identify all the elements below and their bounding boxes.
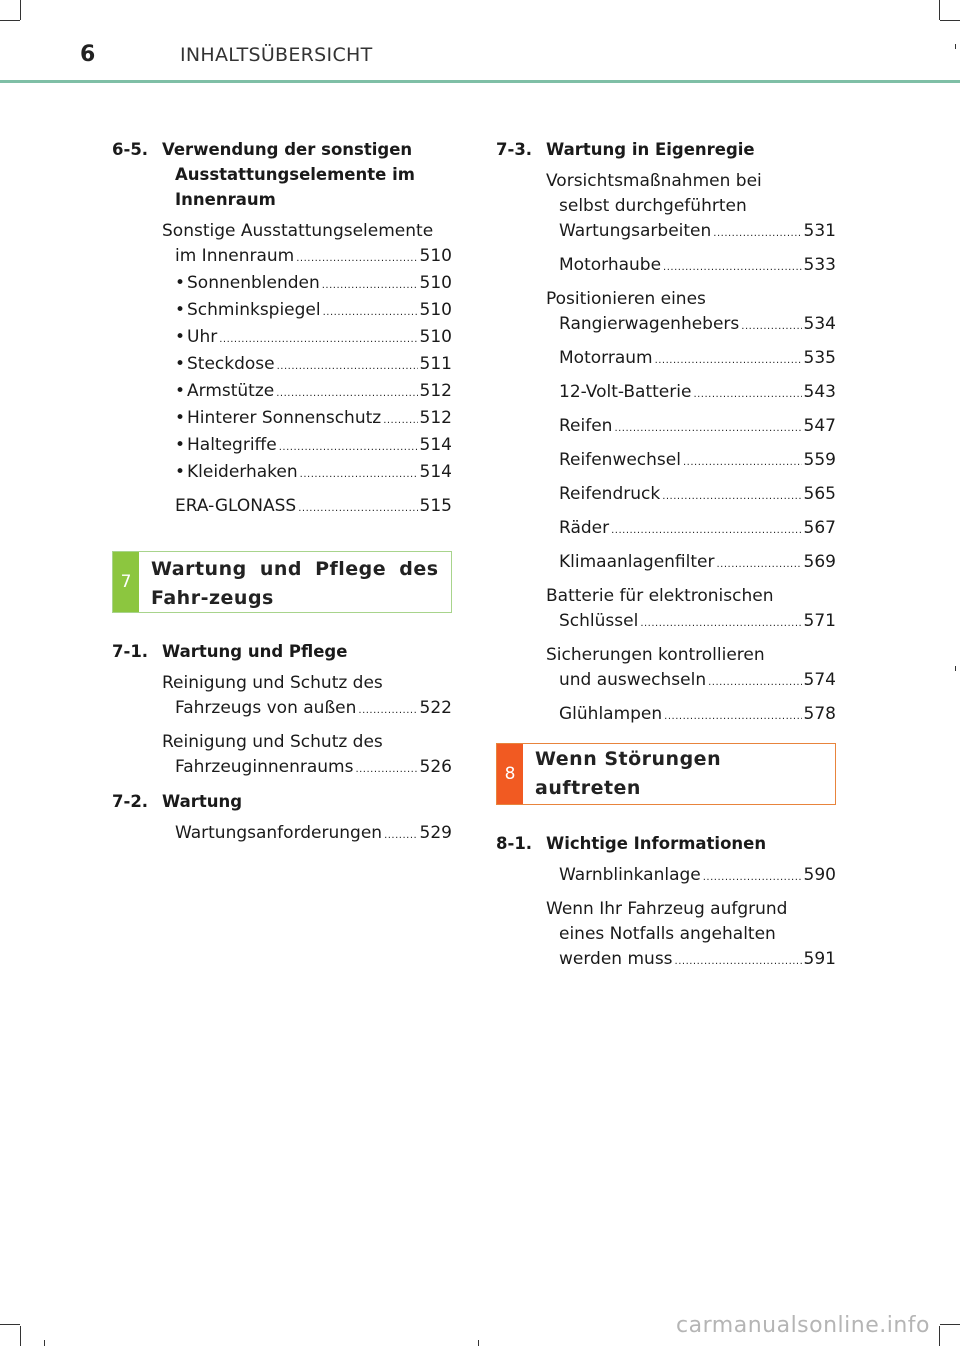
entry-page: 522	[419, 698, 452, 718]
entry-page: 512	[419, 408, 452, 428]
chapter-title: Wenn Störungen auftreten	[535, 748, 722, 799]
toc-entry[interactable]	[546, 253, 836, 280]
entry-label: Steckdose	[187, 354, 275, 374]
leader-dots	[675, 947, 802, 974]
entry-page: 591	[803, 949, 836, 969]
chapter-number: 8	[497, 744, 523, 804]
chapter-8-banner[interactable]	[496, 743, 836, 805]
section-heading-6-5	[112, 137, 452, 212]
section-number: 7-1.	[112, 642, 149, 661]
entry-label: Reifen	[559, 416, 613, 436]
toc-sub-entry[interactable]	[175, 406, 452, 433]
entry-page: 515	[419, 496, 452, 516]
toc-entry[interactable]	[546, 584, 836, 636]
section-title-line: Ausstattungselemente im	[175, 165, 415, 184]
leader-dots	[640, 609, 801, 636]
toc-entry[interactable]	[546, 346, 836, 373]
entry-page: 514	[419, 462, 452, 482]
leader-dots	[300, 460, 418, 487]
leader-dots	[322, 271, 418, 298]
entry-page: 535	[803, 348, 836, 368]
entry-line	[175, 494, 452, 521]
entry-line	[559, 414, 836, 441]
toc-entry[interactable]	[546, 287, 836, 339]
toc-entry[interactable]	[162, 494, 452, 521]
toc-entry[interactable]	[162, 821, 452, 848]
leader-dots	[716, 550, 801, 577]
entry-label: Warnblinkanlage	[559, 865, 701, 885]
entry-last-line	[175, 244, 452, 271]
leader-dots	[611, 516, 801, 543]
section-title: Wartung und Pflege	[162, 642, 348, 661]
toc-entry[interactable]	[546, 169, 836, 246]
entry-label: Wartungsanforderungen	[175, 823, 383, 843]
entry-line	[559, 702, 836, 729]
entry-label: Sonnenblenden	[187, 273, 320, 293]
leader-dots	[384, 821, 417, 848]
crop-mark	[955, 666, 956, 671]
entry-last-line	[175, 755, 452, 782]
entry-label: Glühlampen	[559, 704, 663, 724]
leader-dots	[614, 414, 801, 441]
entry-label: Wenn Ihr Fahrzeug aufgrund	[546, 899, 788, 919]
crop-mark	[44, 1340, 45, 1346]
leader-dots	[298, 494, 417, 521]
entry-page: 590	[803, 865, 836, 885]
entry-page: 511	[419, 354, 452, 374]
leader-dots	[296, 244, 417, 271]
bullet: •	[175, 300, 186, 320]
entry-page: 547	[803, 416, 836, 436]
entry-page: 514	[419, 435, 452, 455]
entry-label: Klimaanlagenfilter	[559, 552, 715, 572]
entry-line	[559, 253, 836, 280]
entry-last-line	[559, 219, 836, 246]
toc-entry[interactable]	[546, 702, 836, 729]
entry-page: 543	[803, 382, 836, 402]
entry-line	[175, 821, 452, 848]
entry-line	[559, 346, 836, 373]
section-heading-8-1	[496, 831, 836, 856]
entry-label: Kleiderhaken	[187, 462, 298, 482]
leader-dots	[693, 380, 801, 407]
leader-dots	[703, 863, 802, 890]
entry-label: Hinterer Sonnenschutz	[187, 408, 382, 428]
leader-dots	[279, 433, 418, 460]
entry-page: 510	[419, 300, 452, 320]
bullet: •	[175, 462, 186, 482]
watermark: carmanualsonline.info	[676, 1313, 930, 1338]
entry-line	[559, 482, 836, 509]
entry-last-line	[175, 696, 452, 723]
toc-entry[interactable]	[162, 730, 452, 782]
leader-dots	[664, 702, 801, 729]
entry-label: Schlüssel	[559, 611, 639, 631]
entry-label: Motorraum	[559, 348, 653, 368]
section-title: Wartung in Eigenregie	[546, 140, 755, 159]
bullet: •	[175, 354, 186, 374]
entry-page: 510	[419, 246, 452, 266]
entry-page: 574	[803, 670, 836, 690]
entry-page: 533	[803, 255, 836, 275]
leader-dots	[662, 482, 801, 509]
section-title-line: Verwendung der sonstigen	[162, 140, 413, 159]
entry-label: Haltegriffe	[187, 435, 277, 455]
header-divider	[0, 80, 960, 83]
leader-dots	[655, 346, 802, 373]
entry-line	[559, 863, 836, 890]
toc-sub-entry[interactable]	[175, 433, 452, 460]
crop-mark	[0, 1324, 20, 1325]
toc-entry[interactable]	[546, 643, 836, 695]
entry-label: Fahrzeuginnenraums	[175, 757, 354, 777]
entry-label: eines Notfalls angehalten	[559, 924, 776, 944]
toc-sub-entry[interactable]	[175, 271, 452, 298]
entry-page: 510	[419, 273, 452, 293]
bullet: •	[175, 381, 186, 401]
entry-page: 512	[419, 381, 452, 401]
section-number: 6-5.	[112, 140, 149, 159]
leader-dots	[663, 253, 802, 280]
leader-dots	[358, 696, 417, 723]
entry-label: Reifenwechsel	[559, 450, 681, 470]
section-number: 7-2.	[112, 792, 149, 811]
toc-sub-entry[interactable]	[175, 298, 452, 325]
entry-label: Batterie für elektronischen	[546, 586, 774, 606]
entry-label: Reifendruck	[559, 484, 661, 504]
entry-last-line	[559, 668, 836, 695]
section-heading-7-2	[112, 789, 452, 814]
toc-entry[interactable]	[546, 863, 836, 890]
entry-label: Motorhaube	[559, 255, 662, 275]
entry-page: 567	[803, 518, 836, 538]
page-title: INHALTSÜBERSICHT	[180, 44, 373, 66]
entry-page: 529	[419, 823, 452, 843]
leader-dots	[277, 352, 418, 379]
section-heading-7-3	[496, 137, 836, 162]
leader-dots	[276, 379, 417, 406]
toc-sub-entry[interactable]	[175, 379, 452, 406]
chapter-title: Wartung und Pflege des Fahr-zeugs	[151, 558, 439, 609]
entry-label: Schminkspiegel	[187, 300, 321, 320]
entry-page: 578	[803, 704, 836, 724]
entry-label: Reinigung und Schutz des	[162, 732, 383, 752]
entry-page: 531	[803, 221, 836, 241]
leader-dots	[355, 755, 417, 782]
toc-entry[interactable]	[546, 550, 836, 577]
toc-sub-entry[interactable]	[175, 460, 452, 487]
crop-mark	[939, 1326, 940, 1346]
entry-line	[559, 380, 836, 407]
entry-label: Räder	[559, 518, 610, 538]
entry-label: Uhr	[187, 327, 218, 347]
section-title-line: Innenraum	[175, 190, 276, 209]
chapter-number: 7	[113, 552, 139, 612]
toc-entry[interactable]	[162, 671, 452, 723]
toc-entry[interactable]	[546, 516, 836, 543]
entry-label: im Innenraum	[175, 246, 295, 266]
entry-label: und auswechseln	[559, 670, 707, 690]
entry-label: Vorsichtsmaßnahmen bei	[546, 171, 762, 191]
section-title: Wichtige Informationen	[546, 834, 767, 853]
entry-page: 534	[803, 314, 836, 334]
entry-line	[559, 550, 836, 577]
bullet: •	[175, 435, 186, 455]
page-header	[0, 0, 960, 82]
section-title	[162, 137, 452, 212]
crop-mark	[940, 1324, 960, 1325]
entry-last-line	[559, 312, 836, 339]
sub-entry-list	[175, 271, 452, 487]
entry-label: werden muss	[559, 949, 673, 969]
crop-mark	[478, 1340, 479, 1346]
leader-dots	[713, 219, 801, 246]
leader-dots	[219, 325, 417, 352]
toc-entry[interactable]	[162, 219, 452, 271]
leader-dots	[741, 312, 801, 339]
entry-label: Reinigung und Schutz des	[162, 673, 383, 693]
leader-dots	[383, 406, 417, 433]
entry-label: 12-Volt-Batterie	[559, 382, 692, 402]
entry-label: Rangierwagenhebers	[559, 314, 740, 334]
entry-page: 559	[803, 450, 836, 470]
page-number: 6	[80, 42, 96, 67]
entry-last-line	[559, 947, 836, 974]
entry-page: 565	[803, 484, 836, 504]
entry-label: Positionieren eines	[546, 289, 706, 309]
entry-label: selbst durchgeführten	[559, 196, 747, 216]
toc-entry[interactable]	[546, 380, 836, 407]
toc-entry[interactable]	[546, 897, 836, 974]
entry-page: 526	[419, 757, 452, 777]
crop-mark	[20, 1326, 21, 1346]
bullet: •	[175, 408, 186, 428]
section-number: 8-1.	[496, 834, 533, 853]
leader-dots	[683, 448, 802, 475]
section-heading-7-1	[112, 639, 452, 664]
entry-page: 510	[419, 327, 452, 347]
bullet: •	[175, 327, 186, 347]
entry-line	[559, 448, 836, 475]
entry-label: Fahrzeugs von außen	[175, 698, 357, 718]
toc-entry[interactable]	[546, 414, 836, 441]
toc-entry[interactable]	[546, 482, 836, 509]
entry-label: Sicherungen kontrollieren	[546, 645, 765, 665]
toc-entry[interactable]	[546, 448, 836, 475]
leader-dots	[323, 298, 418, 325]
entry-label: ERA-GLONASS	[175, 496, 297, 516]
toc-sub-entry[interactable]	[175, 325, 452, 352]
entry-label: Armstütze	[187, 381, 275, 401]
entry-label: Wartungsarbeiten	[559, 221, 712, 241]
leader-dots	[708, 668, 801, 695]
section-title: Wartung	[162, 792, 243, 811]
entry-page: 571	[803, 611, 836, 631]
toc-left-column	[112, 137, 452, 855]
toc-sub-entry[interactable]	[175, 352, 452, 379]
entry-last-line	[559, 609, 836, 636]
entry-label: Sonstige Ausstattungselemente	[162, 221, 434, 241]
entry-page: 569	[803, 552, 836, 572]
bullet: •	[175, 273, 186, 293]
toc-right-column	[496, 137, 836, 981]
section-number: 7-3.	[496, 140, 533, 159]
entry-line	[559, 516, 836, 543]
chapter-7-banner[interactable]	[112, 551, 452, 613]
